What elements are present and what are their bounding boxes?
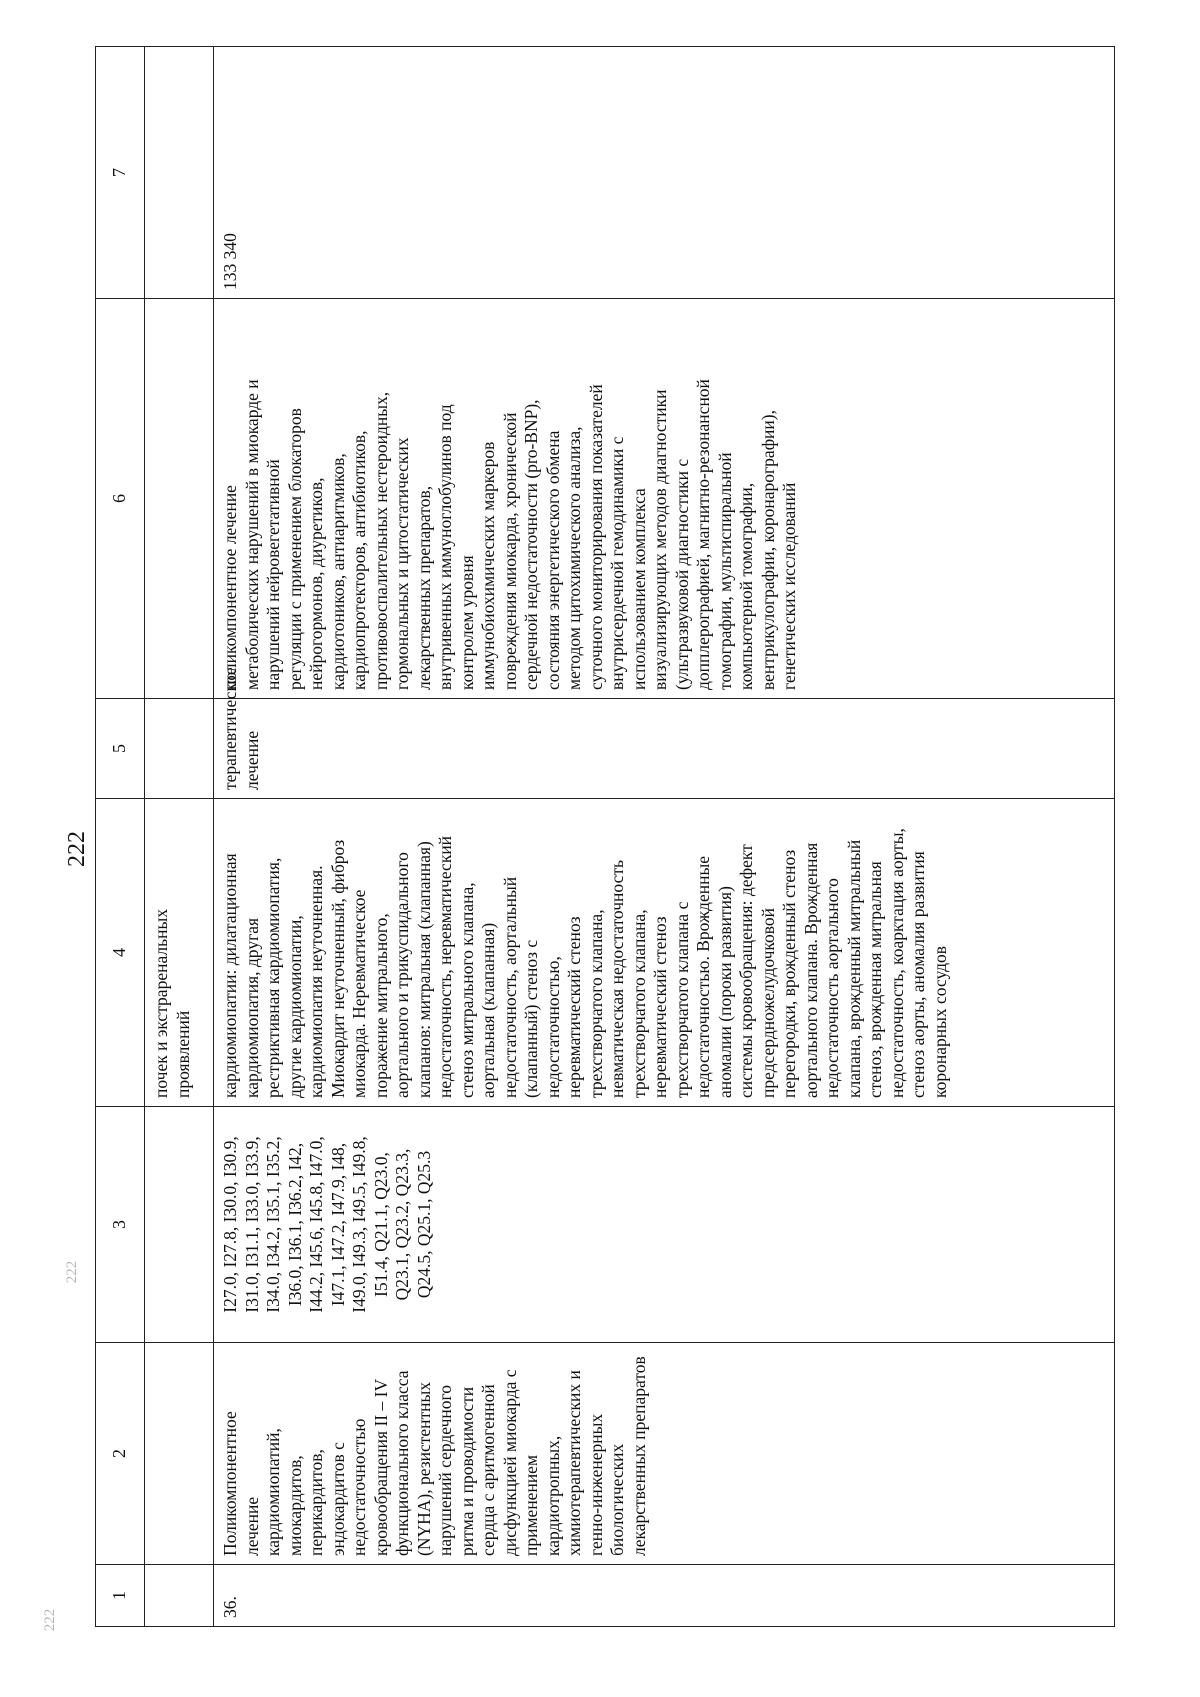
empty-cell (145, 1107, 214, 1343)
faint-page-mark: 222 (42, 1608, 58, 1632)
icd-codes-cell: I27.0, I27.8, I30.0, I30.9, I31.0, I31.1, I33.0, I33.9, I34.0, I34.2, I35.1, I35.2, I36.0, I36.1, I36.2, I42, I44.2, I45.6, I45.8, I47.0, I47.1, I47.2, I47.9, I48, I49.0, I49.3, I49.5, I49.8, I51.4, Q21.1, Q23.0, Q23.1, Q23.2, Q23.3, Q24.5, Q25.1, Q25.3 (214, 1107, 1115, 1343)
header-cell: 4 (96, 799, 145, 1107)
cost-cell: 133 340 (214, 47, 1115, 299)
header-cell: 7 (96, 47, 145, 299)
empty-cell (145, 699, 214, 799)
treatment-type-cell: терапевтическое лечение (214, 699, 1115, 799)
table-row (214, 47, 1115, 1627)
header-cell: 6 (96, 299, 145, 699)
medical-care-table (95, 47, 1115, 1627)
page-number: 222 (64, 831, 90, 867)
empty-cell (145, 299, 214, 699)
header-cell: 5 (96, 699, 145, 799)
empty-cell (145, 1565, 214, 1627)
treatment-name-cell: Поликомпонентное лечение кардиомиопатий, миокардитов, перикардитов, эндокардитов с недостаточностью кровообращения II – IV функционального класса (NYHA), резистентных нарушений сердечного ритма и проводимости сердца с аритмогенной дисфункцией миокарда с применением кардиотропных, химиотерапевтических и генно-инженерных биологических лекарственных препаратов (214, 1343, 1115, 1565)
treatment-method-cell: поликомпонентное лечение метаболических нарушений в миокарде и нарушений нейровегетативной регуляции с применением блокаторов нейрогормонов, диуретиков, кардиотоников, антиаритмиков, кардиопротекторов, антибиотиков, противовоспалительных нестероидных, гормональных и цитостатических лекарственных препаратов, внутривенных иммуноглобулинов под контролем уровня иммунобиохимических маркеров повреждения миокарда, хронической сердечной недостаточности (pro-BNP), состояния энергетического обмена методом цитохимического анализа, суточного мониторирования показателей внутрисердечной гемодинамики с использованием комплекса визуализирующих методов диагностики (ультразвуковой диагностики с допплерографией, магнитно-резонансной томографии, мультиспиральной компьютерной томографии, вентрикулографии, коронарографии), генетических исследований (214, 299, 1115, 699)
header-cell: 2 (96, 1343, 145, 1565)
header-row (96, 47, 145, 1627)
faint-page-mark: 222 (64, 1260, 80, 1284)
continuation-row (145, 47, 214, 1627)
table (95, 46, 1115, 1627)
continuation-diagnosis-cell: почек и экстраренальных проявлений (145, 799, 214, 1107)
header-cell: 3 (96, 1107, 145, 1343)
empty-cell (145, 1343, 214, 1565)
row-number-cell: 36. (214, 1565, 1115, 1627)
empty-cell (145, 47, 214, 299)
header-cell: 1 (96, 1565, 145, 1627)
diagnosis-cell: кардиомиопатии: дилатационная кардиомиопатия, другая рестриктивная кардиомиопатия, другие кардиомиопатии, кардиомиопатия неуточненная. Миокардит неуточненный, фиброз миокарда. Неревматическое поражение митрального, аортального и трикуспидального клапанов: митральная (клапанная) недостаточность, неревматический стеноз митрального клапана, аортальная (клапанная) недостаточность, аортальный (клапанный) стеноз с недостаточностью, неревматический стеноз трехстворчатого клапана, невматическая недостаточность трехстворчатого клапана, неревматический стеноз трехстворчатого клапана с недостаточностью. Врожденные аномалии (пороки развития) системы кровообращения: дефект предсердножелудочковой перегородки, врожденный стеноз аортального клапана. Врожденная недостаточность аортального клапана, врожденный митральный стеноз, врожденная митральная недостаточность, коарктация аорты, стеноз аорты, аномалия развития коронарных сосудов (214, 799, 1115, 1107)
